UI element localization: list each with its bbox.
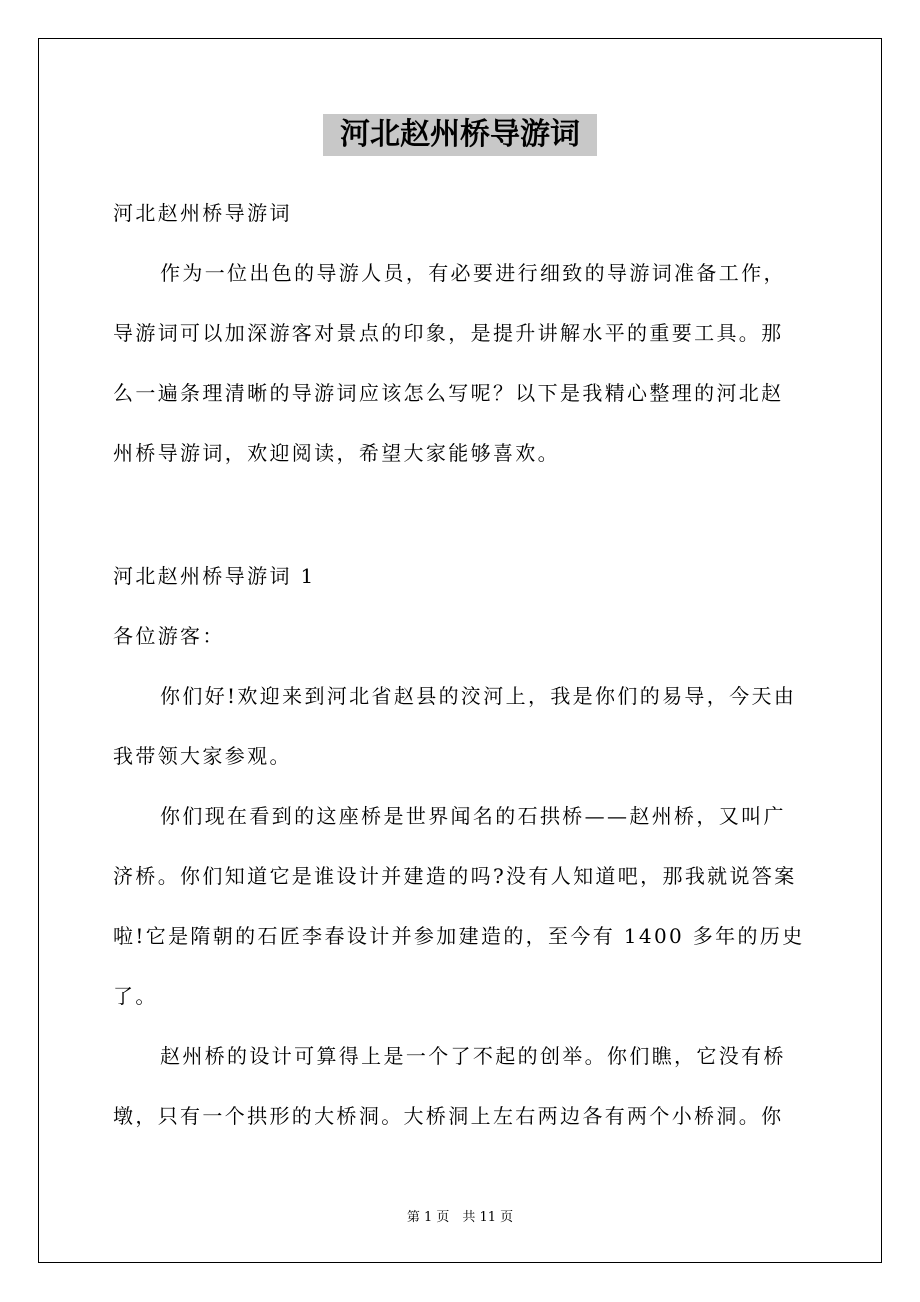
body-line: 你们现在看到的这座桥是世界闻名的石拱桥——赵州桥，又叫广 <box>160 804 786 828</box>
body-line: 了。 <box>113 984 158 1008</box>
body-line: 墩，只有一个拱形的大桥洞。大桥洞上左右两边各有两个小桥洞。你 <box>113 1104 784 1128</box>
body-line: 赵州桥的设计可算得上是一个了不起的创举。你们瞧，它没有桥 <box>160 1044 786 1068</box>
greeting: 各位游客： <box>113 624 225 648</box>
body-line: 济桥。你们知道它是谁设计并建造的吗?没有人知道吧，那我就说答案 <box>113 864 797 888</box>
page-footer: 第 1 页 共 11 页 <box>406 1210 514 1225</box>
body-line: 你们好!欢迎来到河北省赵县的洨河上，我是你们的易导，今天由 <box>160 684 797 708</box>
intro-line: 作为一位出色的导游人员，有必要进行细致的导游词准备工作， <box>160 261 786 285</box>
intro-line: 么一遍条理清晰的导游词应该怎么写呢？以下是我精心整理的河北赵 <box>113 381 784 405</box>
intro-line: 州桥导游词，欢迎阅读，希望大家能够喜欢。 <box>113 441 560 465</box>
intro-line: 导游词可以加深游客对景点的印象，是提升讲解水平的重要工具。那 <box>113 321 784 345</box>
subtitle: 河北赵州桥导游词 <box>113 201 292 225</box>
document-title: 河北赵州桥导游词 <box>323 114 597 156</box>
body-line: 啦!它是隋朝的石匠李春设计并参加建造的，至今有 1400 多年的历史 <box>113 924 805 948</box>
body-line: 我带领大家参观。 <box>113 744 292 768</box>
section-heading: 河北赵州桥导游词 1 <box>113 564 316 588</box>
